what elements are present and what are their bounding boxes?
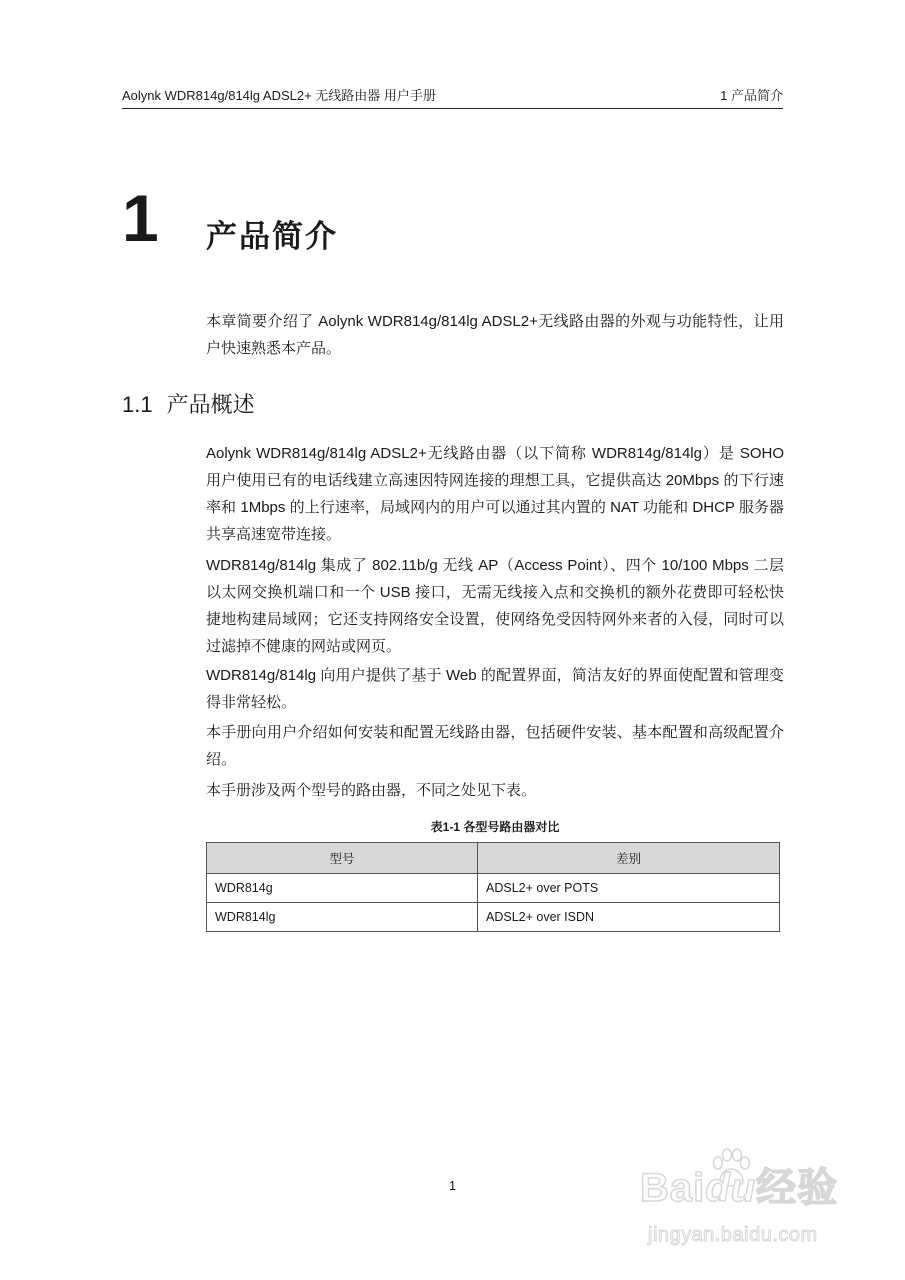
watermark-url: jingyan.baidu.com [648, 1224, 818, 1246]
table-cell-difference: ADSL2+ over POTS [478, 874, 780, 903]
section-number: 1.1 [122, 392, 153, 417]
page-header [122, 86, 783, 109]
overview-paragraph-2: WDR814g/814lg 集成了 802.11b/g 无线 AP（Access Point）、四个 10/100 Mbps 二层以太网交换机端口和一个 USB 接口，无需无线接入点和交换机的额外花费即可轻松快捷地构建局域网；它还支持网络安全设置，使网络免受因特网外来者的入侵，同时可以过滤掉不健康的网站或网页。 [206, 557, 784, 655]
section-heading [122, 389, 255, 421]
table-cell-model: WDR814g [207, 874, 478, 903]
overview-paragraph-3: WDR814g/814lg 向用户提供了基于 Web 的配置界面，简洁友好的界面使配置和管理变得非常轻松。 [206, 667, 784, 711]
baidu-jingyan-watermark [640, 1148, 870, 1258]
overview-paragraph-4: 本手册向用户介绍如何安装和配置无线路由器，包括硬件安装、基本配置和高级配置介绍。 [206, 724, 784, 768]
overview-paragraph-1: Aolynk WDR814g/814lg ADSL2+无线路由器（以下简称 WDR814g/814lg）是 SOHO 用户使用已有的电话线建立高速因特网连接的理想工具，它提供高达 20Mbps 的下行速率和 1Mbps 的上行速率，局域网内的用户可以通过其内置的 NAT 功能和 DHCP 服务器共享高速宽带连接。 [206, 445, 784, 543]
table-cell-difference: ADSL2+ over ISDN [478, 903, 780, 932]
overview-paragraph-5: 本手册涉及两个型号的路由器，不同之处见下表。 [206, 782, 537, 799]
table-caption: 表1-1 各型号路由器对比 [430, 820, 560, 834]
table-cell-model: WDR814lg [207, 903, 478, 932]
model-comparison-table [206, 842, 780, 932]
section-title: 产品概述 [166, 392, 255, 417]
chapter-number: 1 [122, 181, 159, 255]
table-header-model: 型号 [207, 843, 478, 874]
table-header-row [207, 843, 780, 874]
header-chapter-label: 1 产品简介 [720, 88, 783, 103]
chapter-title: 产品简介 [206, 219, 338, 254]
chapter-intro-paragraph: 本章简要介绍了 Aolynk WDR814g/814lg ADSL2+无线路由器的外观与功能特性，让用户快速熟悉本产品。 [206, 313, 784, 357]
baidu-logo-text: Baidu经验 [640, 1166, 839, 1210]
page-number: 1 [448, 1178, 457, 1193]
table-row [207, 903, 780, 932]
table-row [207, 874, 780, 903]
header-document-title: Aolynk WDR814g/814lg ADSL2+ 无线路由器 用户手册 [122, 88, 436, 103]
table-header-difference: 差别 [478, 843, 780, 874]
